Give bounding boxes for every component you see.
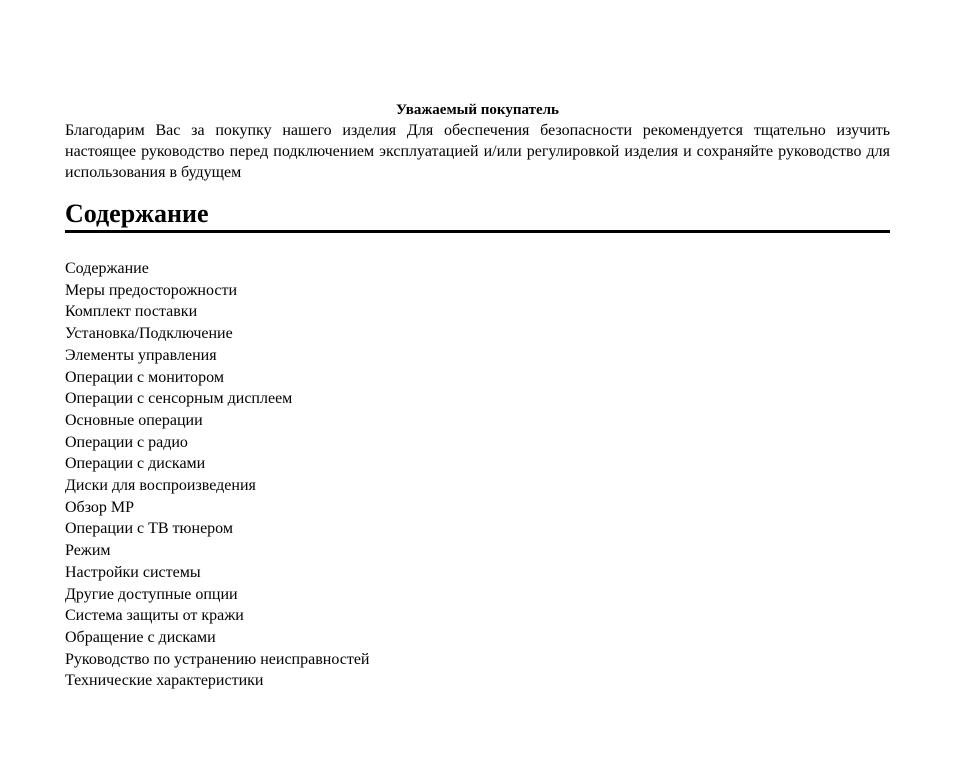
- contents-item: Обращение с дисками: [65, 628, 216, 646]
- contents-item: Обзор МР: [65, 498, 135, 516]
- contents-item: Содержание: [65, 260, 149, 277]
- contents-item: Комплект поставки: [65, 303, 198, 321]
- contents-item: Операции с радио: [65, 433, 188, 451]
- contents-item: Операции с монитором: [65, 368, 224, 386]
- contents-item: Технические характеристики: [65, 672, 264, 690]
- contents-item: Операции с сенсорным дисплеем: [65, 390, 293, 408]
- contents-item: Руководство по устранению неисправностей: [65, 650, 370, 668]
- contents-item: Установка/Подключение: [65, 325, 233, 343]
- greeting-title: Уважаемый покупатель: [396, 102, 559, 118]
- contents-item: Элементы управления: [65, 346, 217, 364]
- contents-item: Диски для воспроизведения: [65, 477, 256, 495]
- contents-list: [65, 258, 890, 692]
- contents-item: Система защиты от кражи: [65, 607, 244, 625]
- contents-item: Настройки системы: [65, 563, 201, 581]
- contents-item: Основные операции: [65, 411, 203, 429]
- contents-heading: Содержание: [65, 199, 890, 233]
- contents-item: Режим: [65, 542, 111, 560]
- contents-item: Меры предосторожности: [65, 281, 238, 299]
- contents-item: Операции с ТВ тюнером: [65, 520, 233, 538]
- document-page: [65, 100, 890, 692]
- intro-paragraph: Благодарим Вас за покупку нашего изделия Для обеспечения безопасности рекомендуется тщательно изучить настоящее руководство перед подключением эксплуатацией и/или регулировкой изделия и сохраняйте руководство для использования в будущем: [65, 122, 890, 181]
- contents-item: Операции с дисками: [65, 455, 206, 473]
- contents-item: Другие доступные опции: [65, 585, 238, 603]
